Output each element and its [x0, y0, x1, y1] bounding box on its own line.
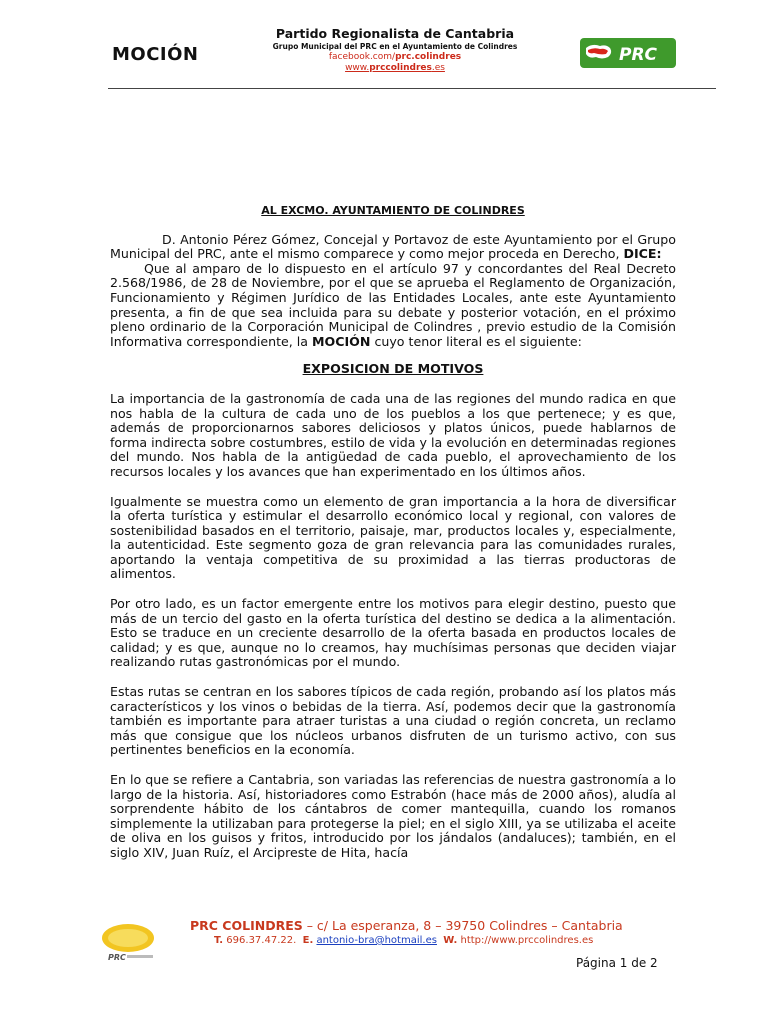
footer-address	[190, 918, 670, 933]
footer-address-text: – c/ La esperanza, 8 – 39750 Colindres – Cantabria	[302, 918, 623, 933]
footer-org: PRC COLINDRES	[190, 918, 303, 933]
document-type-title: MOCIÓN	[112, 44, 199, 65]
facebook-handle: prc.colindres	[395, 52, 462, 62]
prc-footer-logo-icon	[84, 922, 170, 964]
document-body	[110, 204, 676, 861]
web-prefix: www.	[345, 63, 370, 73]
email-label: E.	[302, 935, 314, 946]
body-paragraph: Por otro lado, es un factor emergente entre los motivos para elegir destino, puesto que más de un tercio del gasto en la oferta turística del destino se dedica a la alimentación. Esto se traduce en un creciente desarrollo de la oferta basada en productos locales de calidad; y es que, aunque no lo creamos, hay muchísimas personas que deciden viajar realizando rutas gastronómicas por el mundo.	[110, 596, 676, 670]
intro-bold: DICE:	[623, 246, 662, 262]
addressee-heading: AL EXCMO. AYUNTAMIENTO DE COLINDRES	[261, 204, 525, 217]
legal-text: Que al amparo de lo dispuesto en el artículo 97 y concordantes del Real Decreto 2.568/1986, de 28 de Noviembre, por el que se aprueba el Reglamento de Organización, Funcionamiento y Régimen Jurídico de las Entidades Locales, ante este Ayuntamiento presenta, a fin de que sea incluida para su debate y posterior votación, en el próximo pleno ordinario de la Corporación Municipal de Colindres , previo estudio de la Comisión Informativa correspondiente, la	[110, 260, 676, 349]
party-group: Grupo Municipal del PRC en el Ayuntamiento de Colindres	[272, 42, 518, 51]
footer-contact	[214, 935, 674, 946]
section-title: EXPOSICION DE MOTIVOS	[302, 361, 484, 377]
web-label: W.	[443, 935, 458, 946]
prc-logo-icon	[580, 38, 676, 68]
intro-paragraph	[110, 233, 676, 262]
phone-label: T.	[214, 935, 224, 946]
body-paragraph: Estas rutas se centran en los sabores típicos de cada región, probando así los platos más característicos y los vinos o bebidas de la tierra. Así, podemos decir que la gastronomía también es importante para atraer turistas a una ciudad o región concreta, un reclamo más que consigue que los núcleos urbanos disfruten de un turismo activo, con sus pertinentes beneficios en la economía.	[110, 684, 676, 758]
email-link[interactable]: antonio-bra@hotmail.es	[316, 935, 437, 946]
svg-text:PRC: PRC	[619, 45, 658, 65]
legal-text-end: cuyo tenor literal es el siguiente:	[374, 333, 582, 349]
facebook-prefix: facebook.com/	[328, 52, 396, 62]
web-link[interactable]: http://www.prccolindres.es	[460, 935, 594, 946]
facebook-link[interactable]	[230, 52, 560, 63]
phone-number: 696.37.47.22.	[226, 935, 297, 946]
document-header	[0, 0, 770, 92]
party-name: Partido Regionalista de Cantabria	[275, 26, 515, 41]
intro-text: D. Antonio Pérez Gómez, Concejal y Portavoz de este Ayuntamiento por el Grupo Municipal del PRC, ante el mismo comparece y como mejor proceda en Derecho,	[110, 231, 676, 262]
body-paragraph: Igualmente se muestra como un elemento de gran importancia a la hora de diversificar la oferta turística y estimular el desarrollo económico local y regional, con valores de sostenibilidad basados en el territorio, paisaje, mar, productos locales y, especialmente, la autenticidad. Este segmento goza de gran relevancia para las comunidades rurales, aportando la ventaja competitiva de su proximidad a las tierras productoras de alimentos.	[110, 493, 676, 582]
page-number: Página 1 de 2	[576, 956, 658, 970]
legal-bold: MOCIÓN	[312, 333, 371, 349]
website-link[interactable]	[230, 63, 560, 74]
web-domain: prccolindres	[369, 63, 432, 73]
legal-paragraph	[110, 262, 676, 350]
body-paragraph: En lo que se refiere a Cantabria, son variadas las referencias de nuestra gastronomía a lo largo de la historia. Así, historiadores como Estrabón (hace más de 2000 años), aludía al sorprendente hábito de los cántabros de comer mantequilla, cuando los romanos simplemente la utilizaban para protegerse la piel; en el siglo XIII, ya se utilizaba el aceite de oliva en los guisos y fritos, introducido por los jándalos (andaluces); también, en el siglo XIV, Juan Ruíz, el Arcipreste de Hita, hacía	[110, 772, 676, 860]
body-paragraph: La importancia de la gastronomía de cada una de las regiones del mundo radica en que nos habla de la cultura de cada uno de los pueblos a los que pertenece; y es que, además de proporcionarnos sabores deliciosos y platos únicos, puede hablarnos de forma indirecta sobre costumbres, estilo de vida y la evolución en determinadas regiones del mundo. Nos habla de la antigüedad de cada pueblo, el aprovechamiento de los recursos locales y los avances que han experimentado en los últimos años.	[110, 390, 676, 479]
document-footer	[0, 910, 770, 1024]
header-divider	[108, 88, 716, 89]
party-info	[230, 26, 560, 74]
web-suffix: .es	[431, 63, 445, 73]
svg-text:PRC: PRC	[108, 953, 126, 962]
